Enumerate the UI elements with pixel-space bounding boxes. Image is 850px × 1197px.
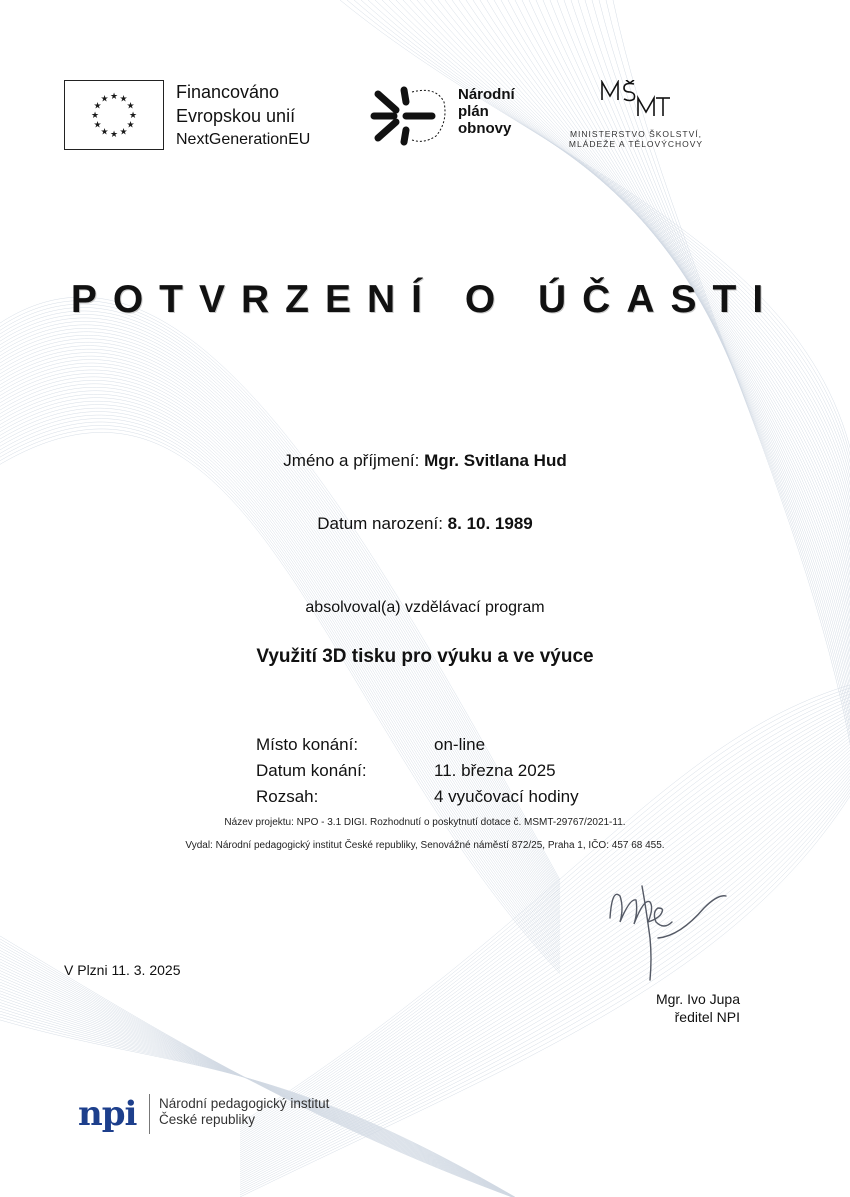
npo-line-1: Národní <box>458 86 515 103</box>
place-label: Místo konání: <box>256 735 359 754</box>
dob-label: Datum narození: <box>317 514 443 533</box>
eu-star-icon: ★ <box>100 126 109 137</box>
date-row <box>256 758 579 784</box>
eu-line-2: Evropskou unií <box>176 106 296 126</box>
dob-value: 8. 10. 1989 <box>447 514 533 533</box>
eu-line-3: NextGenerationEU <box>176 131 311 148</box>
eu-star-icon: ★ <box>126 119 135 130</box>
name-label: Jméno a příjmení: <box>283 451 420 470</box>
name-row <box>0 451 850 471</box>
eu-star-icon: ★ <box>93 100 102 111</box>
project-note: Název projektu: NPO - 3.1 DIGI. Rozhodnutí o poskytnutí dotace č. MSMT-29767/2021-11. <box>224 817 626 828</box>
eu-star-icon: ★ <box>128 110 138 120</box>
scope-value: 4 vyučovací hodiny <box>434 787 579 806</box>
program-title: Využití 3D tisku pro výuku a ve výuce <box>256 646 594 667</box>
dob-row <box>0 514 850 534</box>
place-row <box>256 732 579 758</box>
msmt-text: MINISTERSTVO ŠKOLSTVÍ, MLÁDEŽE A TĚLOVÝCHOVY <box>568 129 704 149</box>
eu-star-icon: ★ <box>126 100 135 111</box>
eu-star-icon: ★ <box>119 126 128 137</box>
npi-line-1: Národní pedagogický institut <box>159 1096 330 1111</box>
signer-block <box>560 990 740 1026</box>
eu-stars-icon <box>65 81 163 149</box>
npi-divider <box>149 1094 150 1134</box>
eu-star-icon: ★ <box>100 93 109 104</box>
handwritten-signature <box>600 878 730 988</box>
npo-line-2: plán <box>458 103 489 120</box>
npo-line-3: obnovy <box>458 120 512 137</box>
eu-star-icon: ★ <box>119 93 128 104</box>
scope-row <box>256 784 579 810</box>
npi-logo: npi <box>78 1094 137 1134</box>
npi-name <box>159 1096 329 1128</box>
npo-text <box>458 86 515 137</box>
signer-role: ředitel NPI <box>674 1009 740 1025</box>
eu-flag-logo <box>64 80 164 150</box>
completion-statement: absolvoval(a) vzdělávací program <box>305 599 545 616</box>
eu-line-1: Financováno <box>176 82 280 102</box>
signer-name: Mgr. Ivo Jupa <box>655 991 740 1007</box>
npi-line-2: České republiky <box>159 1112 256 1127</box>
eu-star-icon: ★ <box>90 110 100 120</box>
eu-star-icon: ★ <box>93 119 102 130</box>
name-value: Mgr. Svitlana Hud <box>424 451 567 470</box>
eu-star-icon: ★ <box>109 91 119 101</box>
certificate-title: POTVRZENÍ O ÚČASTI <box>70 278 780 321</box>
eu-star-icon: ★ <box>109 129 119 139</box>
msmt-logo-icon <box>600 80 672 118</box>
issuer-note: Vydal: Národní pedagogický institut České republiky, Senovážné náměstí 872/25, Praha 1, IČO: 457 68 455. <box>185 840 665 851</box>
date-label: Datum konání: <box>256 761 367 780</box>
place-value: on-line <box>434 735 486 754</box>
date-value: 11. března 2025 <box>434 761 556 780</box>
place-date: V Plzni 11. 3. 2025 <box>64 962 181 978</box>
event-details <box>256 732 579 810</box>
npo-logo-icon <box>366 82 448 148</box>
scope-label: Rozsah: <box>256 787 319 806</box>
eu-funding-text <box>176 80 310 152</box>
